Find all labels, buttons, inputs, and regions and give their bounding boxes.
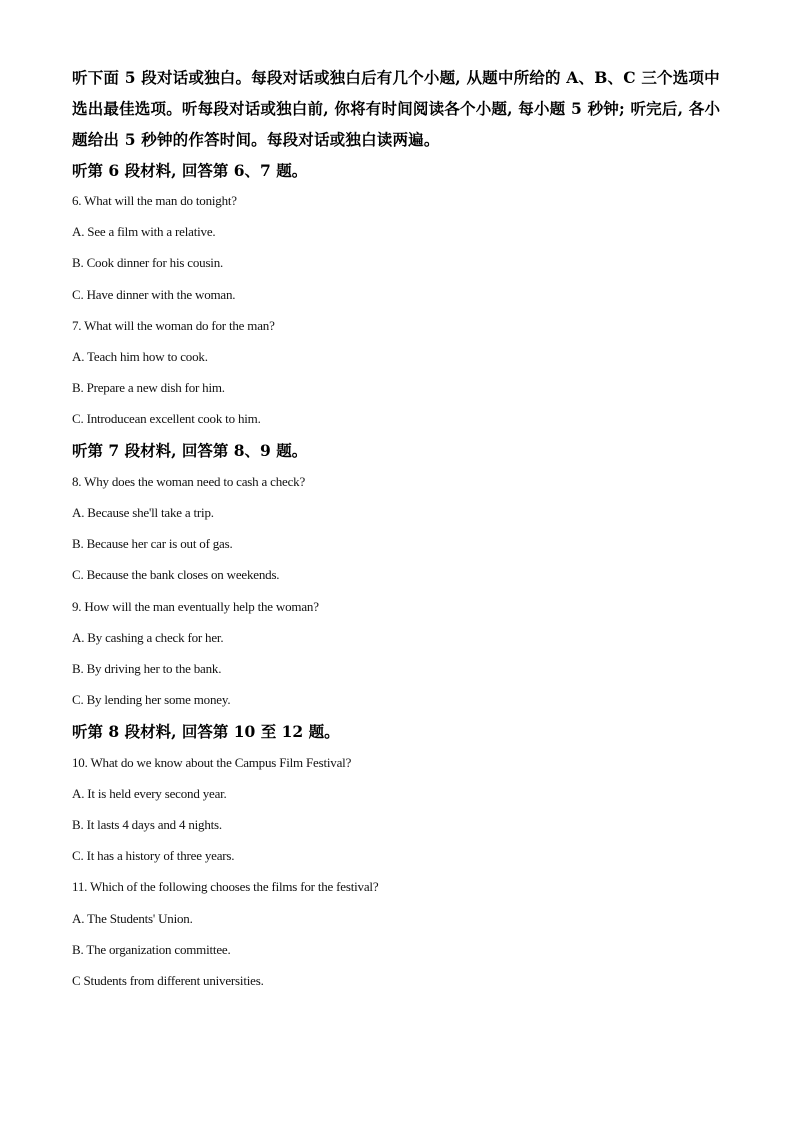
option-9c: C. By lending her some money.: [72, 692, 231, 707]
question-6: 6. What will the man do tonight?: [72, 193, 237, 208]
option-11a: A. The Students' Union.: [72, 911, 193, 926]
question-11: 11. Which of the following chooses the films for the festival?: [72, 879, 379, 894]
option-8b: B. Because her car is out of gas.: [72, 536, 233, 551]
option-10c: C. It has a history of three years.: [72, 848, 235, 863]
option-9b: B. By driving her to the bank.: [72, 661, 222, 676]
instructions-paragraph: 听下面 5 段对话或独白。每段对话或独白后有几个小题, 从题中所给的 A、B、C 三个选项中选出最佳选项。听每段对话或独白前, 你将有时间阅读各个小题, 每小题 5 秒钟; 听完后, 各小题给出 5 秒钟的作答时间。每段对话或独白读两遍。: [72, 68, 721, 149]
option-10b: B. It lasts 4 days and 4 nights.: [72, 817, 222, 832]
option-7a: A. Teach him how to cook.: [72, 349, 208, 364]
section-heading: 听第 7 段材料, 回答第 8、9 题。: [72, 441, 308, 460]
option-8a: A. Because she'll take a trip.: [72, 505, 214, 520]
question-7: 7. What will the woman do for the man?: [72, 318, 275, 333]
option-6c: C. Have dinner with the woman.: [72, 287, 236, 302]
section-heading: 听第 8 段材料, 回答第 10 至 12 题。: [72, 722, 340, 741]
question-10: 10. What do we know about the Campus Film Festival?: [72, 755, 352, 770]
option-6a: A. See a film with a relative.: [72, 224, 216, 239]
option-11b: B. The organization committee.: [72, 942, 231, 957]
option-8c: C. Because the bank closes on weekends.: [72, 567, 280, 582]
section-heading: 听第 6 段材料, 回答第 6、7 题。: [72, 161, 308, 180]
question-8: 8. Why does the woman need to cash a check?: [72, 474, 306, 489]
option-10a: A. It is held every second year.: [72, 786, 227, 801]
question-9: 9. How will the man eventually help the woman?: [72, 599, 319, 614]
option-7b: B. Prepare a new dish for him.: [72, 380, 225, 395]
option-7c: C. Introducean excellent cook to him.: [72, 411, 261, 426]
option-9a: A. By cashing a check for her.: [72, 630, 224, 645]
option-6b: B. Cook dinner for his cousin.: [72, 255, 224, 270]
option-11c: C Students from different universities.: [72, 973, 264, 988]
